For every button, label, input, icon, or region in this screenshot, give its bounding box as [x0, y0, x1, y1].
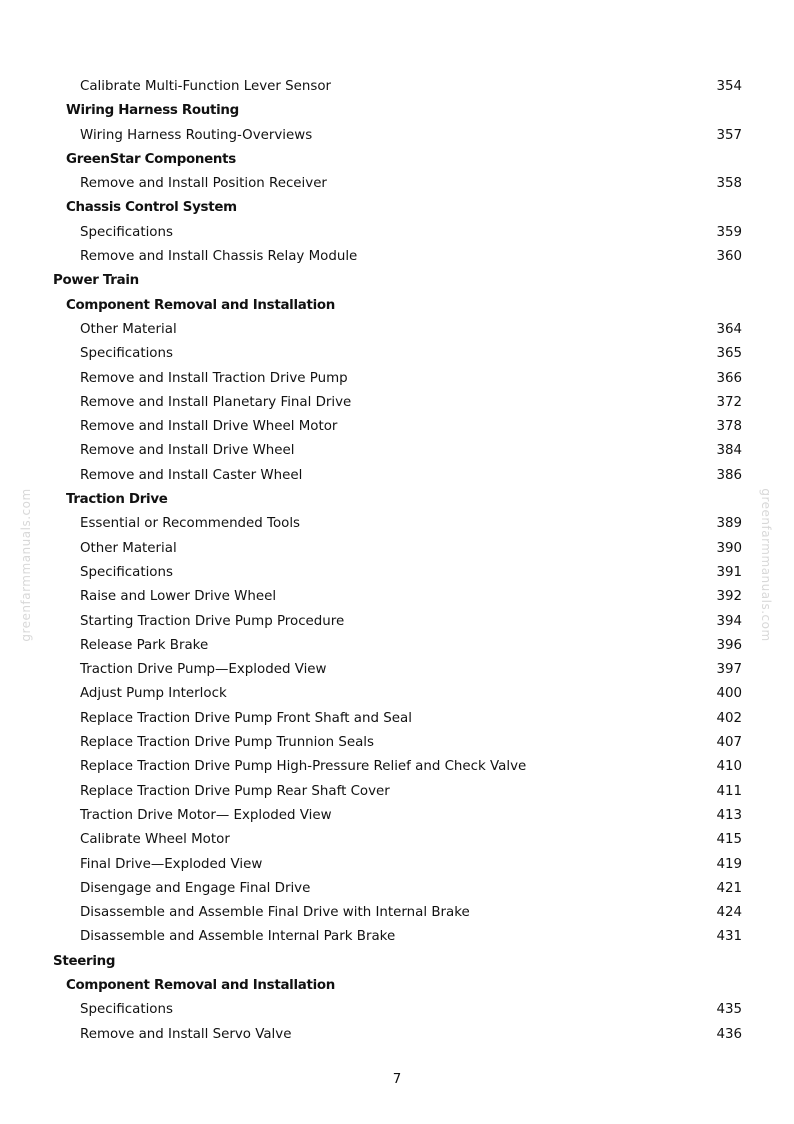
- toc-entry-page: 419: [716, 856, 742, 872]
- toc-entry-title: Release Park Brake: [80, 637, 209, 653]
- toc-entry[interactable]: [0, 731, 794, 755]
- toc-entry-title: Remove and Install Planetary Final Drive: [80, 394, 352, 410]
- toc-entry[interactable]: [0, 707, 794, 731]
- toc-section: [0, 950, 794, 974]
- toc-subsection: [0, 974, 794, 998]
- toc-entry-title: Traction Drive: [66, 492, 168, 508]
- toc-entry[interactable]: [0, 853, 794, 877]
- toc-entry-title: Power Train: [53, 273, 139, 289]
- toc-entry[interactable]: [0, 682, 794, 706]
- toc-entry[interactable]: [0, 755, 794, 779]
- toc-entry-page: 392: [716, 589, 742, 605]
- toc-entry-title: Specifications: [80, 346, 173, 362]
- toc-entry-title: Remove and Install Drive Wheel Motor: [80, 419, 338, 435]
- toc-entry-page: 435: [716, 1002, 742, 1018]
- toc-entry-title: Raise and Lower Drive Wheel: [80, 589, 277, 605]
- toc-subsection: [0, 196, 794, 220]
- toc-entry-page: 357: [716, 127, 742, 143]
- toc-entry-page: 413: [716, 807, 742, 823]
- toc-entry-page: 359: [716, 224, 742, 240]
- toc-entry-page: 415: [716, 832, 742, 848]
- toc-entry-page: 410: [716, 759, 742, 775]
- toc-entry[interactable]: [0, 1023, 794, 1047]
- toc-entry-title: Component Removal and Installation: [66, 297, 336, 313]
- toc-entry-title: Remove and Install Chassis Relay Module: [80, 249, 358, 265]
- toc-entry-page: 386: [716, 467, 742, 483]
- toc-entry-title: Disassemble and Assemble Final Drive with Internal Brake: [80, 905, 470, 921]
- toc-entry-title: Remove and Install Position Receiver: [80, 176, 327, 192]
- toc-entry-page: 391: [716, 564, 742, 580]
- toc-entry-title: Adjust Pump Interlock: [80, 686, 227, 702]
- toc-entry-title: Other Material: [80, 540, 177, 556]
- toc-entry-title: Remove and Install Drive Wheel: [80, 443, 295, 459]
- toc-entry-title: Component Removal and Installation: [66, 977, 336, 993]
- toc-entry-page: 365: [716, 346, 742, 362]
- toc-entry-page: 431: [716, 929, 742, 945]
- toc-entry-page: 411: [716, 783, 742, 799]
- toc-entry-page: 421: [716, 880, 742, 896]
- toc-entry[interactable]: [0, 561, 794, 585]
- toc-entry-page: 378: [716, 419, 742, 435]
- toc-entry-title: Starting Traction Drive Pump Procedure: [80, 613, 345, 629]
- toc-entry-title: Calibrate Wheel Motor: [80, 832, 230, 848]
- toc-entry-title: Specifications: [80, 224, 173, 240]
- table-of-contents: [0, 75, 794, 1047]
- toc-entry-title: Steering: [53, 953, 116, 969]
- toc-entry-title: Remove and Install Traction Drive Pump: [80, 370, 348, 386]
- toc-entry-title: Replace Traction Drive Pump Trunnion Seals: [80, 735, 374, 751]
- toc-entry-page: 397: [716, 662, 742, 678]
- toc-entry[interactable]: [0, 342, 794, 366]
- toc-entry-page: 424: [716, 905, 742, 921]
- toc-entry-page: 354: [716, 79, 742, 94]
- toc-entry-title: GreenStar Components: [66, 151, 236, 167]
- toc-entry[interactable]: [0, 537, 794, 561]
- toc-entry[interactable]: [0, 464, 794, 488]
- toc-entry-title: Replace Traction Drive Pump Front Shaft and Seal: [80, 710, 412, 726]
- toc-entry[interactable]: [0, 610, 794, 634]
- toc-entry[interactable]: [0, 75, 794, 99]
- page-number: 7: [392, 1072, 402, 1087]
- toc-entry-title: Wiring Harness Routing: [66, 103, 239, 119]
- toc-entry-title: Disengage and Engage Final Drive: [80, 880, 311, 896]
- toc-subsection: [0, 148, 794, 172]
- toc-entry-title: Remove and Install Caster Wheel: [80, 467, 303, 483]
- toc-entry-page: 389: [716, 516, 742, 532]
- toc-entry-title: Calibrate Multi-Function Lever Sensor: [80, 79, 332, 94]
- toc-entry-page: 384: [716, 443, 742, 459]
- toc-entry[interactable]: [0, 877, 794, 901]
- toc-entry[interactable]: [0, 585, 794, 609]
- toc-entry-title: Replace Traction Drive Pump High-Pressure Relief and Check Valve: [80, 759, 527, 775]
- toc-entry-page: 372: [716, 394, 742, 410]
- toc-entry[interactable]: [0, 804, 794, 828]
- toc-entry[interactable]: [0, 998, 794, 1022]
- toc-entry-title: Specifications: [80, 564, 173, 580]
- toc-entry-page: 396: [716, 637, 742, 653]
- toc-entry[interactable]: [0, 925, 794, 949]
- toc-entry-page: 360: [716, 249, 742, 265]
- toc-subsection: [0, 294, 794, 318]
- toc-entry[interactable]: [0, 367, 794, 391]
- toc-entry-page: 358: [716, 176, 742, 192]
- toc-entry[interactable]: [0, 245, 794, 269]
- toc-entry-title: Traction Drive Pump—Exploded View: [80, 662, 327, 678]
- toc-entry-title: Chassis Control System: [66, 200, 237, 216]
- watermark-right: greenfarmmanuals.com: [759, 488, 773, 642]
- toc-entry-page: 364: [716, 321, 742, 337]
- toc-entry-title: Final Drive—Exploded View: [80, 856, 263, 872]
- toc-entry[interactable]: [0, 391, 794, 415]
- toc-entry-title: Essential or Recommended Tools: [80, 516, 301, 532]
- toc-entry-page: 366: [716, 370, 742, 386]
- toc-section: [0, 269, 794, 293]
- toc-entry-page: 402: [716, 710, 742, 726]
- toc-entry[interactable]: [0, 828, 794, 852]
- toc-entry[interactable]: [0, 124, 794, 148]
- toc-entry-page: 394: [716, 613, 742, 629]
- toc-entry-title: Wiring Harness Routing-Overviews: [80, 127, 313, 143]
- toc-entry-title: Replace Traction Drive Pump Rear Shaft Cover: [80, 783, 390, 799]
- toc-entry[interactable]: [0, 780, 794, 804]
- toc-entry[interactable]: [0, 512, 794, 536]
- toc-entry[interactable]: [0, 658, 794, 682]
- toc-entry-title: Disassemble and Assemble Internal Park Brake: [80, 929, 396, 945]
- toc-entry[interactable]: [0, 901, 794, 925]
- toc-entry-page: 436: [716, 1026, 742, 1042]
- toc-entry-page: 390: [716, 540, 742, 556]
- toc-entry-page: 407: [716, 735, 742, 751]
- toc-entry-title: Other Material: [80, 321, 177, 337]
- toc-subsection: [0, 99, 794, 123]
- toc-entry[interactable]: [0, 221, 794, 245]
- toc-entry[interactable]: [0, 172, 794, 196]
- toc-entry[interactable]: [0, 634, 794, 658]
- toc-entry-title: Remove and Install Servo Valve: [80, 1026, 292, 1042]
- watermark-left: greenfarmmanuals.com: [19, 488, 33, 642]
- toc-entry[interactable]: [0, 415, 794, 439]
- toc-subsection: [0, 488, 794, 512]
- toc-entry[interactable]: [0, 439, 794, 463]
- toc-entry-title: Traction Drive Motor— Exploded View: [80, 807, 332, 823]
- toc-entry-page: 400: [716, 686, 742, 702]
- toc-entry[interactable]: [0, 318, 794, 342]
- toc-entry-title: Specifications: [80, 1002, 173, 1018]
